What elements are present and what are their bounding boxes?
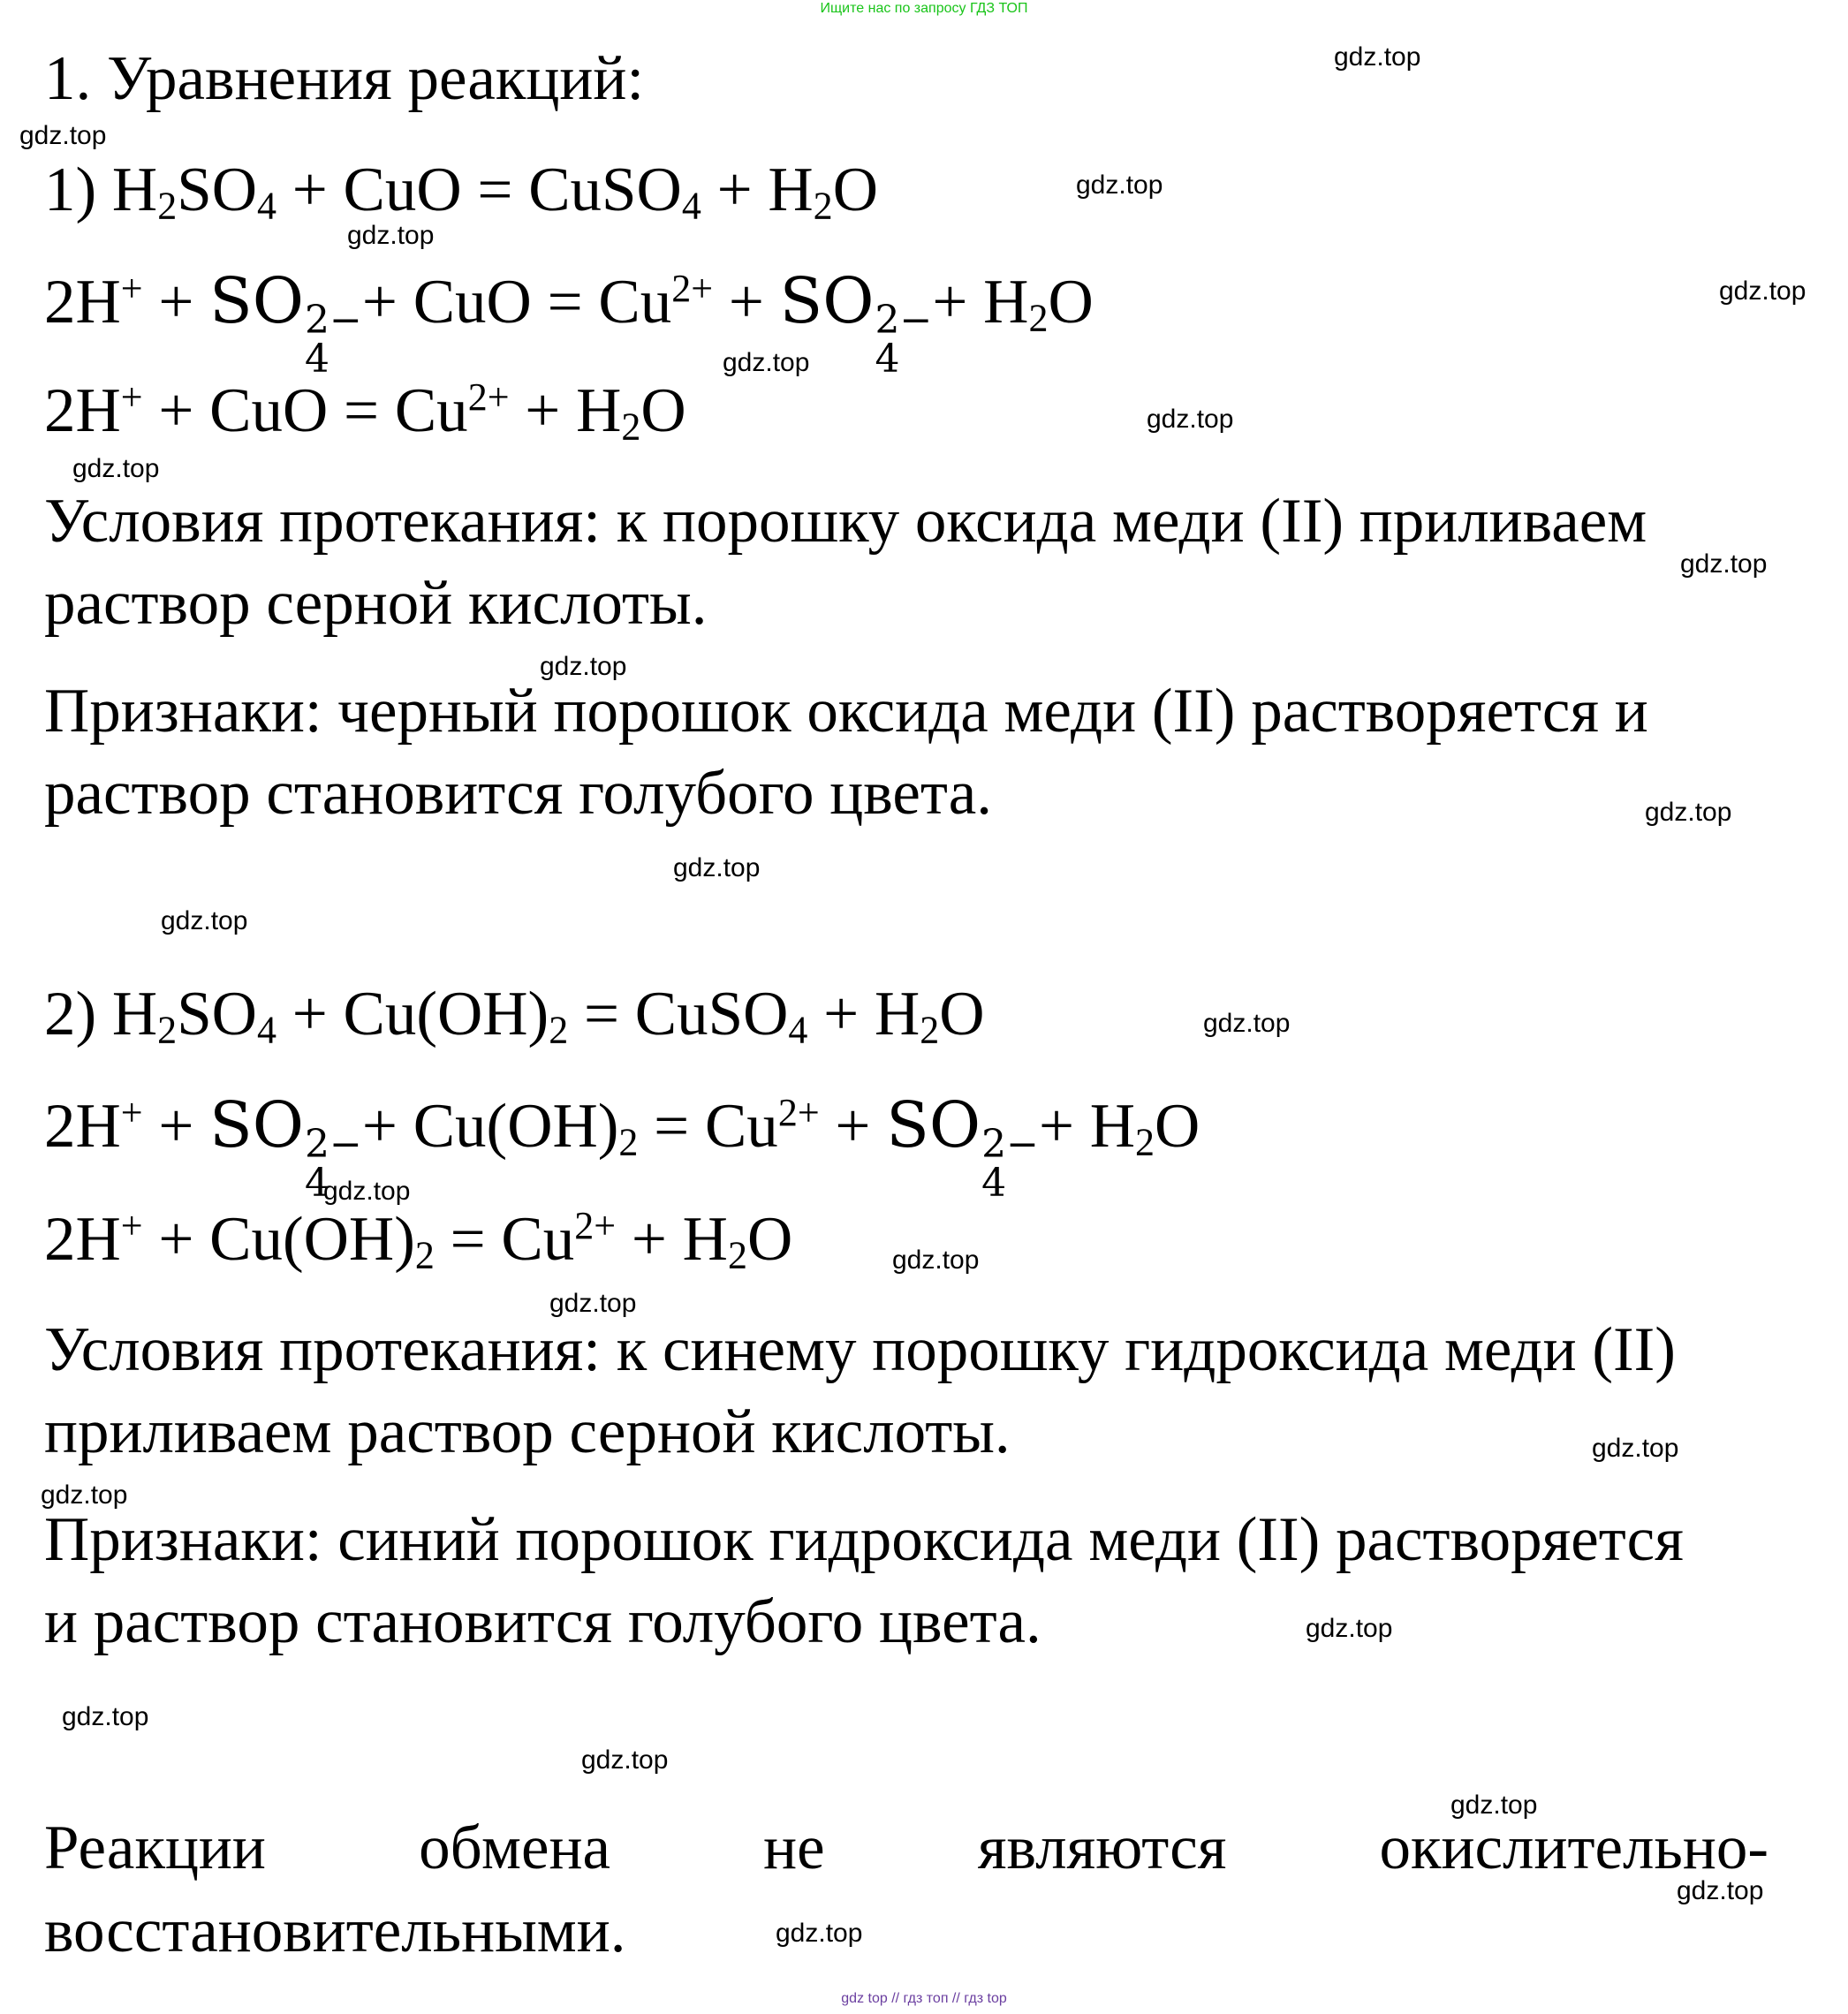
- watermark: gdz.top: [549, 1289, 637, 1318]
- conclusion-line1: [44, 1813, 1768, 1882]
- r2-signs-line1: Признаки: синий порошок гидроксида меди (II) растворяется: [44, 1505, 1684, 1574]
- r1-conditions-line1: Условия протекания: к порошку оксида меди (II) приливаем: [44, 487, 1647, 556]
- watermark: gdz.top: [1147, 405, 1234, 434]
- r2-signs-line2: и раствор становится голубого цвета.: [44, 1587, 1041, 1656]
- watermark: gdz.top: [347, 221, 435, 250]
- r1-prefix: 1): [44, 155, 112, 224]
- watermark: gdz.top: [1306, 1614, 1393, 1643]
- watermark: gdz.top: [673, 853, 761, 882]
- r2-conditions-line1: Условия протекания: к синему порошку гидроксида меди (II): [44, 1315, 1676, 1384]
- watermark: gdz.top: [161, 906, 248, 935]
- conclusion-word: являются: [977, 1813, 1227, 1882]
- watermark: gdz.top: [1450, 1791, 1538, 1820]
- watermark: gdz.top: [540, 652, 627, 681]
- watermark: gdz.top: [723, 348, 810, 377]
- watermark: gdz.top: [581, 1745, 669, 1775]
- r2-molecular-equation: 2) $H_2SO_4 + Cu(OH)_2$ = CuSO$_4$ + $H_2O$: [44, 980, 985, 1052]
- watermark: gdz.top: [892, 1246, 980, 1275]
- watermark: gdz.top: [1076, 170, 1163, 200]
- watermark: gdz.top: [1592, 1434, 1679, 1463]
- r1-signs-line2: раствор становится голубого цвета.: [44, 759, 993, 828]
- bottom-banner[interactable]: gdz top // гдз топ // гдз top: [841, 1991, 1007, 2006]
- r1-conditions-line2: раствор серной кислоты.: [44, 569, 708, 638]
- r1-molecular-equation: 1) $H_2SO_4$ + CuO = CuSO$_4$ + $H_2O$: [44, 155, 878, 228]
- watermark: gdz.top: [19, 121, 107, 150]
- r1-full-ionic-equation: 2H+ + SO 2− 4 + CuO = $Cu^{2+}$ + SO 2− 4 + $H_2O$: [44, 264, 1094, 382]
- top-banner[interactable]: Ищите нас по запросу ГДЗ ТОП: [820, 1, 1028, 16]
- watermark: gdz.top: [1334, 42, 1421, 72]
- watermark: gdz.top: [72, 454, 160, 483]
- conclusion-word: обмена: [419, 1813, 610, 1882]
- r2-full-ionic-equation: 2H+ + SO 2− 4 + $Cu(OH)_2 = Cu^{2+}$ + SO 2− 4 + $H_2O$: [44, 1088, 1200, 1207]
- conclusion-line2: восстановительными.: [44, 1897, 626, 1965]
- conclusion-word: не: [763, 1813, 825, 1882]
- heading: 1. Уравнения реакций:: [44, 44, 645, 113]
- watermark: gdz.top: [1719, 276, 1806, 306]
- conclusion-word: окислительно-: [1379, 1813, 1768, 1882]
- watermark: gdz.top: [323, 1177, 411, 1206]
- conclusion-word: Реакции: [44, 1813, 266, 1882]
- r1-short-ionic-equation: 2H+ + CuO = $Cu^{2+} + H_2O$: [44, 375, 686, 449]
- watermark: gdz.top: [1203, 1009, 1291, 1038]
- r1-signs-line1: Признаки: черный порошок оксида меди (II) растворяется и: [44, 677, 1648, 746]
- watermark: gdz.top: [1680, 549, 1768, 579]
- watermark: gdz.top: [1677, 1876, 1764, 1905]
- r2-conditions-line2: приливаем раствор серной кислоты.: [44, 1397, 1011, 1466]
- watermark: gdz.top: [776, 1919, 863, 1948]
- watermark: gdz.top: [41, 1480, 128, 1510]
- watermark: gdz.top: [62, 1702, 149, 1731]
- r2-short-ionic-equation: $2H^+ + Cu(OH)_2 = Cu^{2+} + H_2O$: [44, 1203, 793, 1277]
- watermark: gdz.top: [1645, 798, 1732, 827]
